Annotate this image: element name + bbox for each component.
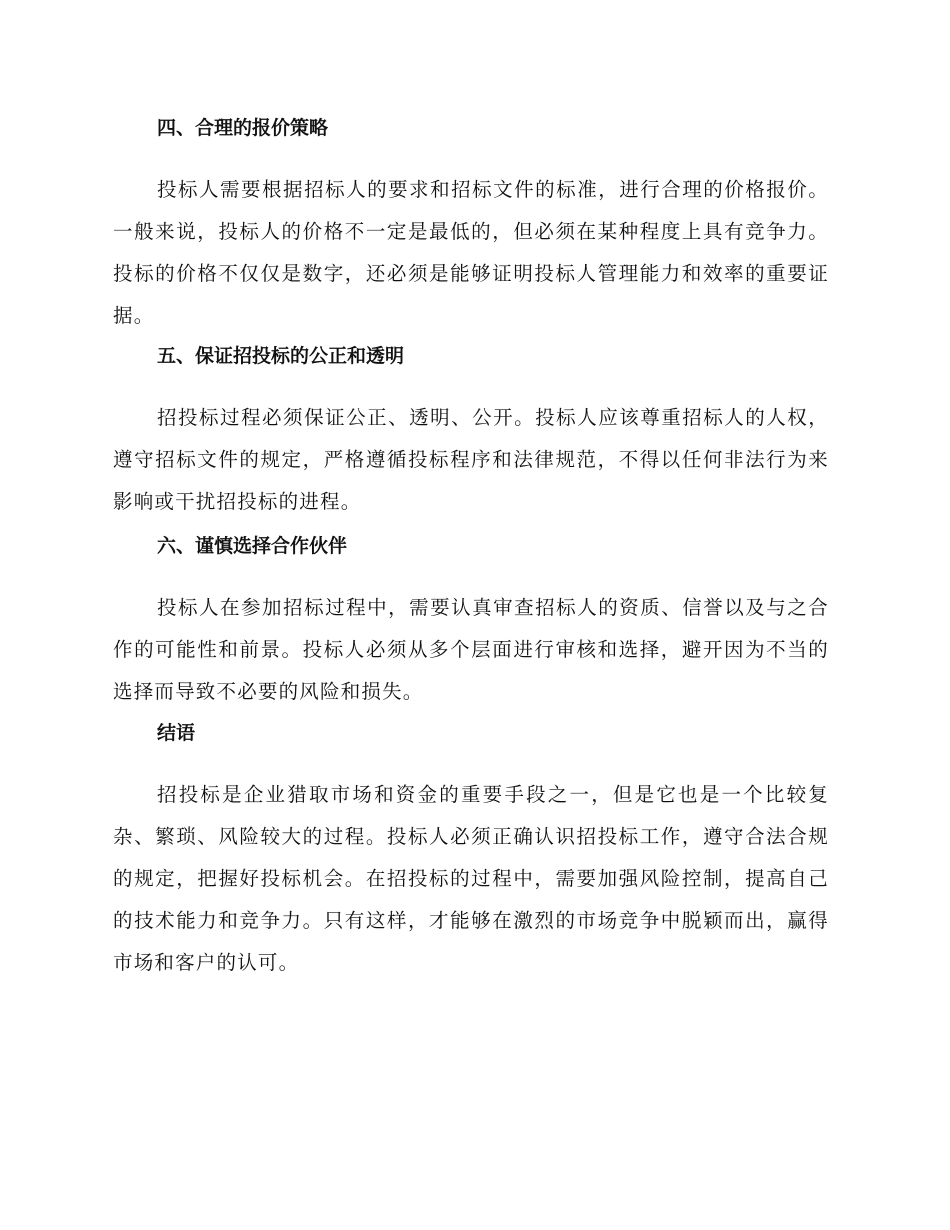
section-fairness-transparency [113, 345, 829, 523]
section-conclusion [113, 722, 829, 984]
section-heading: 六、谨慎选择合作伙伴 [157, 535, 348, 557]
section-heading: 五、保证招投标的公正和透明 [157, 345, 405, 367]
section-paragraph: 招投标过程必须保证公正、透明、公开。投标人应该尊重招标人的人权，遵守招标文件的规定，严格遵循投标程序和法律规范，不得以任何非法行为来影响或干扰招投标的进程。 [113, 406, 829, 513]
section-paragraph: 招投标是企业猎取市场和资金的重要手段之一，但是它也是一个比较复杂、繁琐、风险较大的过程。投标人必须正确认识招投标工作，遵守合法合规的规定，把握好投标机会。在招投标的过程中，需要加强风险控制，提高自己的技术能力和竞争力。只有这样，才能够在激烈的市场竞争中脱颖而出，赢得市场和客户的认可。 [113, 783, 829, 974]
section-paragraph: 投标人需要根据招标人的要求和招标文件的标准，进行合理的价格报价。一般来说，投标人的价格不一定是最低的，但必须在某种程度上具有竞争力。投标的价格不仅仅是数字，还必须是能够证明投标人管理能力和效率的重要证据。 [113, 178, 829, 327]
section-pricing-strategy [113, 117, 829, 337]
section-heading: 结语 [157, 722, 196, 744]
section-partner-selection [113, 535, 829, 713]
section-heading: 四、合理的报价策略 [157, 117, 329, 139]
section-paragraph: 投标人在参加招标过程中，需要认真审查招标人的资质、信誉以及与之合作的可能性和前景。投标人必须从多个层面进行审核和选择，避开因为不当的选择而导致不必要的风险和损失。 [113, 596, 829, 703]
